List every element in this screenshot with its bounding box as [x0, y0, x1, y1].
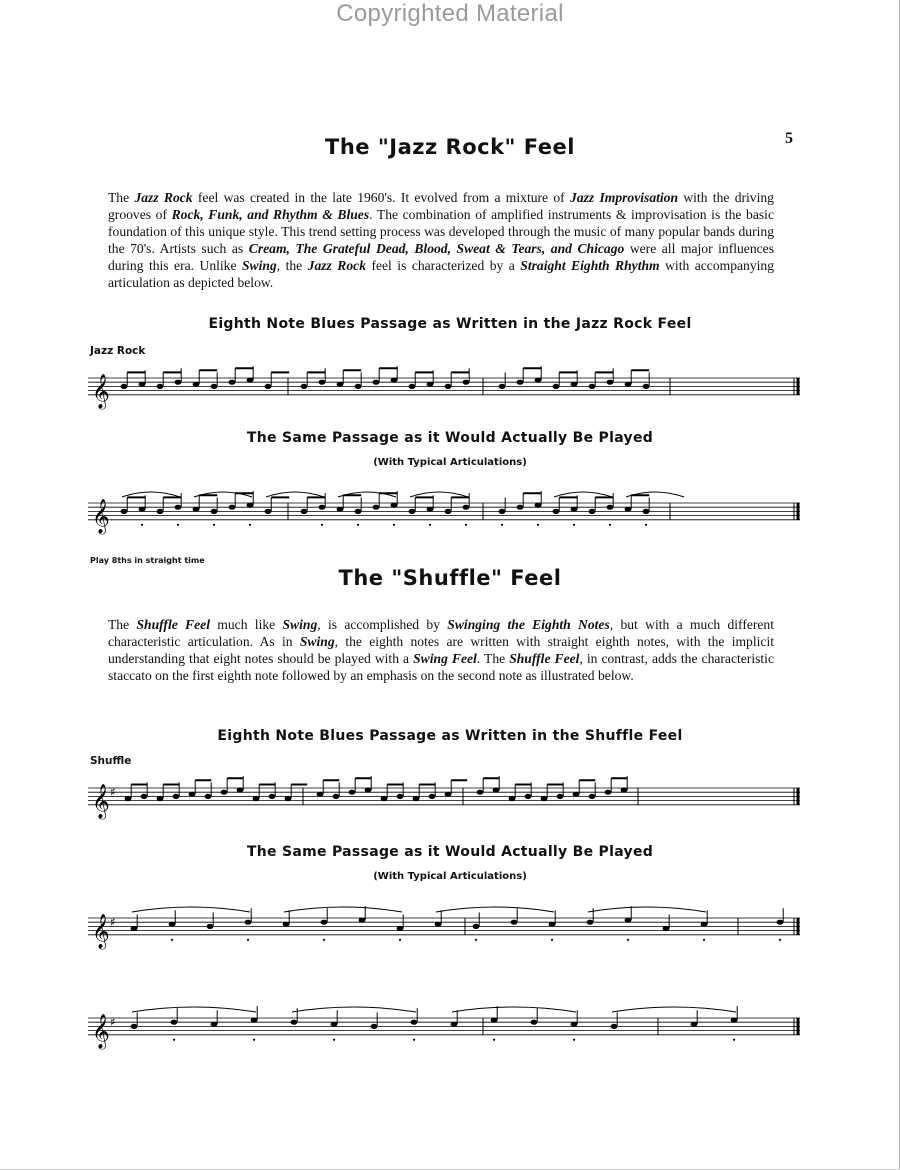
- staccato-dot: [779, 939, 781, 941]
- note-head: [691, 1022, 698, 1027]
- staccato-dot: [213, 524, 215, 526]
- paragraph-text: , but with a much different characteristic articulation. As in: [108, 617, 775, 649]
- note-head: [427, 382, 434, 387]
- note-head: [777, 920, 784, 925]
- paragraph-text: feel is characterized by a: [366, 258, 521, 273]
- note-head: [571, 507, 578, 512]
- staccato-dot: [323, 939, 325, 941]
- staccato-dot: [475, 939, 477, 941]
- paragraph-text: were all major influences during this era. Unlike: [108, 241, 774, 273]
- note-head: [125, 796, 132, 801]
- staccato-dot: [399, 939, 401, 941]
- note-head: [319, 505, 326, 510]
- emphasis-text: Shuffle Feel: [509, 651, 580, 666]
- staccato-dot: [573, 524, 575, 526]
- note-head: [589, 509, 596, 514]
- emphasis-text: Rock, Funk, and Rhythm & Blues: [171, 207, 370, 222]
- note-head: [175, 505, 182, 510]
- treble-clef-icon: 𝄞: [92, 913, 110, 949]
- emphasis-text: Straight Eighth Rhythm: [520, 258, 660, 273]
- note-head: [589, 384, 596, 389]
- note-head: [571, 1022, 578, 1027]
- note-head: [359, 918, 366, 923]
- slur: [292, 1007, 416, 1012]
- note-head: [553, 384, 560, 389]
- staccato-dot: [465, 524, 467, 526]
- paragraph-text: . The combination of amplified instruments & improvisation is the basic foundation of this unique style. This trend setting process was developed through the music of many popular bands during the 70's. Artists such as: [108, 207, 774, 256]
- note-head: [333, 794, 340, 799]
- note-head: [121, 509, 128, 514]
- jazz-rock-example2-subheading: (With Typical Articulations): [373, 457, 527, 468]
- note-head: [337, 382, 344, 387]
- note-head: [409, 384, 416, 389]
- treble-clef-icon: 𝄞: [92, 373, 110, 409]
- watermark: Copyrighted Material: [336, 0, 564, 27]
- note-head: [525, 794, 532, 799]
- note-head: [139, 382, 146, 387]
- note-head: [643, 509, 650, 514]
- note-head: [173, 794, 180, 799]
- staccato-dot: [413, 1039, 415, 1041]
- note-head: [121, 384, 128, 389]
- slur: [284, 907, 402, 912]
- note-head: [463, 505, 470, 510]
- note-head: [247, 503, 254, 508]
- key-sharp-icon: ♯: [110, 915, 116, 929]
- note-head: [175, 380, 182, 385]
- slur: [436, 907, 554, 912]
- slur: [132, 907, 250, 912]
- note-head: [391, 503, 398, 508]
- note-head: [207, 924, 214, 929]
- note-head: [535, 503, 542, 508]
- note-head: [611, 1024, 618, 1029]
- jazz-rock-example2-heading: The Same Passage as it Would Actually Be Played: [246, 430, 654, 446]
- slur: [554, 492, 612, 497]
- jazz-rock-staff-label: Jazz Rock: [90, 345, 146, 357]
- note-head: [229, 380, 236, 385]
- staccato-dot: [173, 1039, 175, 1041]
- paragraph-text: , is accomplished by: [317, 617, 448, 632]
- note-head: [355, 384, 362, 389]
- note-head: [171, 1020, 178, 1025]
- slur: [266, 492, 324, 497]
- note-head: [473, 924, 480, 929]
- note-head: [157, 384, 164, 389]
- key-sharp-icon: ♯: [110, 1015, 116, 1029]
- note-head: [391, 378, 398, 383]
- staccato-dot: [393, 524, 395, 526]
- staccato-dot: [493, 1039, 495, 1041]
- note-head: [251, 1018, 258, 1023]
- note-head: [373, 505, 380, 510]
- note-head: [531, 1020, 538, 1025]
- note-head: [141, 794, 148, 799]
- shuffle-paragraph: [108, 616, 774, 684]
- staccato-dot: [627, 939, 629, 941]
- note-head: [193, 382, 200, 387]
- note-head: [229, 505, 236, 510]
- note-head: [427, 507, 434, 512]
- note-head: [535, 378, 542, 383]
- note-head: [355, 509, 362, 514]
- note-head: [493, 788, 500, 793]
- emphasis-text: Swinging the Eighth Notes: [447, 617, 610, 632]
- staccato-dot: [253, 1039, 255, 1041]
- shuffle-example2-heading: The Same Passage as it Would Actually Be Played: [246, 844, 654, 860]
- treble-clef-icon: 𝄞: [92, 498, 110, 534]
- note-head: [517, 380, 524, 385]
- key-sharp-icon: ♯: [110, 785, 116, 799]
- note-head: [511, 920, 518, 925]
- staccato-dot: [501, 524, 503, 526]
- emphasis-text: Jazz Rock: [307, 258, 366, 273]
- note-head: [193, 507, 200, 512]
- note-head: [445, 792, 452, 797]
- note-head: [409, 509, 416, 514]
- emphasis-text: Jazz Improvisation: [570, 190, 679, 205]
- slur: [612, 1007, 736, 1012]
- note-head: [411, 1020, 418, 1025]
- note-head: [319, 380, 326, 385]
- note-head: [517, 505, 524, 510]
- note-head: [265, 384, 272, 389]
- note-head: [291, 1020, 298, 1025]
- note-head: [157, 796, 164, 801]
- note-head: [265, 509, 272, 514]
- note-head: [571, 382, 578, 387]
- note-head: [317, 792, 324, 797]
- emphasis-text: Jazz Rock: [134, 190, 193, 205]
- note-head: [131, 926, 138, 931]
- note-head: [381, 796, 388, 801]
- slur: [410, 492, 468, 497]
- staccato-dot: [733, 1039, 735, 1041]
- emphasis-text: Swing: [241, 258, 277, 273]
- staccato-dot: [537, 524, 539, 526]
- note-head: [169, 922, 176, 927]
- staccato-dot: [429, 524, 431, 526]
- note-head: [365, 788, 372, 793]
- note-head: [643, 384, 650, 389]
- paragraph-text: . The: [476, 651, 510, 666]
- page-number: 5: [785, 130, 793, 147]
- note-head: [139, 507, 146, 512]
- paragraph-text: The: [108, 617, 137, 632]
- staccato-dot: [321, 524, 323, 526]
- note-head: [607, 380, 614, 385]
- note-head: [445, 384, 452, 389]
- note-head: [211, 384, 218, 389]
- emphasis-text: Cream, The Grateful Dead, Blood, Sweat & Tears, and Chicago: [248, 241, 625, 256]
- note-head: [451, 1022, 458, 1027]
- paragraph-text: , in contrast, adds the characteristic staccato on the first eighth note followed by an emphasis on the second note as illustrated below.: [108, 651, 774, 683]
- paragraph-text: , the: [276, 258, 308, 273]
- staccato-dot: [645, 524, 647, 526]
- staccato-dot: [609, 524, 611, 526]
- note-head: [625, 382, 632, 387]
- note-head: [413, 796, 420, 801]
- note-head: [245, 920, 252, 925]
- note-head: [247, 378, 254, 383]
- note-head: [605, 790, 612, 795]
- shuffle-example2-subheading: (With Typical Articulations): [373, 871, 527, 882]
- note-head: [621, 788, 628, 793]
- note-head: [211, 509, 218, 514]
- note-head: [499, 384, 506, 389]
- note-head: [221, 790, 228, 795]
- staccato-dot: [357, 524, 359, 526]
- jazz-rock-written-staff: [88, 360, 800, 420]
- note-head: [371, 1024, 378, 1029]
- paragraph-text: feel was created in the late 1960's. It evolved from a mixture of: [192, 190, 571, 205]
- staccato-dot: [171, 939, 173, 941]
- note-head: [701, 922, 708, 927]
- note-head: [157, 509, 164, 514]
- note-head: [253, 796, 260, 801]
- note-head: [211, 1022, 218, 1027]
- note-head: [477, 790, 484, 795]
- paragraph-text: with accompanying articulation as depicted below.: [108, 258, 774, 290]
- note-head: [587, 920, 594, 925]
- note-head: [373, 380, 380, 385]
- straight-time-note: Play 8ths in straight time: [90, 556, 205, 565]
- jazz-rock-title: The "Jazz Rock" Feel: [325, 135, 575, 159]
- note-head: [189, 792, 196, 797]
- note-head: [463, 380, 470, 385]
- note-head: [557, 794, 564, 799]
- slur: [132, 1007, 256, 1012]
- note-head: [337, 507, 344, 512]
- note-head: [205, 794, 212, 799]
- jazz-rock-example1-heading: Eighth Note Blues Passage as Written in the Jazz Rock Feel: [208, 316, 692, 332]
- shuffle-title: The "Shuffle" Feel: [338, 566, 562, 590]
- staccato-dot: [333, 1039, 335, 1041]
- note-head: [269, 794, 276, 799]
- note-head: [331, 1022, 338, 1027]
- shuffle-played-staff-2: [88, 1000, 800, 1060]
- staccato-dot: [177, 524, 179, 526]
- slur: [122, 492, 180, 497]
- staccato-dot: [141, 524, 143, 526]
- note-head: [549, 922, 556, 927]
- note-head: [589, 794, 596, 799]
- shuffle-written-staff: [88, 770, 800, 830]
- note-head: [283, 922, 290, 927]
- emphasis-text: Swing: [299, 634, 335, 649]
- note-head: [321, 920, 328, 925]
- jazz-rock-played-staff: [88, 485, 800, 545]
- note-head: [509, 796, 516, 801]
- paragraph-text: much like: [209, 617, 283, 632]
- paragraph-text: The: [108, 190, 135, 205]
- note-head: [237, 788, 244, 793]
- note-head: [131, 1024, 138, 1029]
- note-head: [435, 922, 442, 927]
- note-head: [541, 796, 548, 801]
- staccato-dot: [247, 939, 249, 941]
- treble-clef-icon: 𝄞: [92, 1013, 110, 1049]
- slur: [588, 907, 706, 912]
- paragraph-text: , the eighth notes are written with straight eighth notes, with the implicit understanding that eight notes should be played with a: [108, 634, 774, 666]
- note-head: [397, 926, 404, 931]
- staccato-dot: [703, 939, 705, 941]
- emphasis-text: Shuffle Feel: [136, 617, 210, 632]
- note-head: [499, 509, 506, 514]
- note-head: [625, 918, 632, 923]
- paragraph-text: with the driving grooves of: [108, 190, 774, 222]
- staccato-dot: [573, 1039, 575, 1041]
- jazz-rock-paragraph: [108, 189, 774, 291]
- slur: [452, 1007, 576, 1012]
- note-head: [607, 505, 614, 510]
- note-head: [625, 507, 632, 512]
- note-head: [553, 509, 560, 514]
- treble-clef-icon: 𝄞: [92, 783, 110, 819]
- staccato-dot: [551, 939, 553, 941]
- shuffle-staff-label: Shuffle: [90, 755, 132, 767]
- note-head: [301, 384, 308, 389]
- note-head: [285, 796, 292, 801]
- note-head: [429, 794, 436, 799]
- emphasis-text: Swing: [282, 617, 318, 632]
- note-head: [301, 509, 308, 514]
- note-head: [491, 1018, 498, 1023]
- staccato-dot: [249, 524, 251, 526]
- note-head: [397, 794, 404, 799]
- emphasis-text: Swing Feel: [413, 651, 477, 666]
- note-head: [573, 792, 580, 797]
- note-head: [731, 1018, 738, 1023]
- shuffle-example1-heading: Eighth Note Blues Passage as Written in the Shuffle Feel: [217, 728, 683, 744]
- note-head: [349, 790, 356, 795]
- note-head: [445, 509, 452, 514]
- note-head: [663, 926, 670, 931]
- shuffle-played-staff-1: [88, 900, 800, 960]
